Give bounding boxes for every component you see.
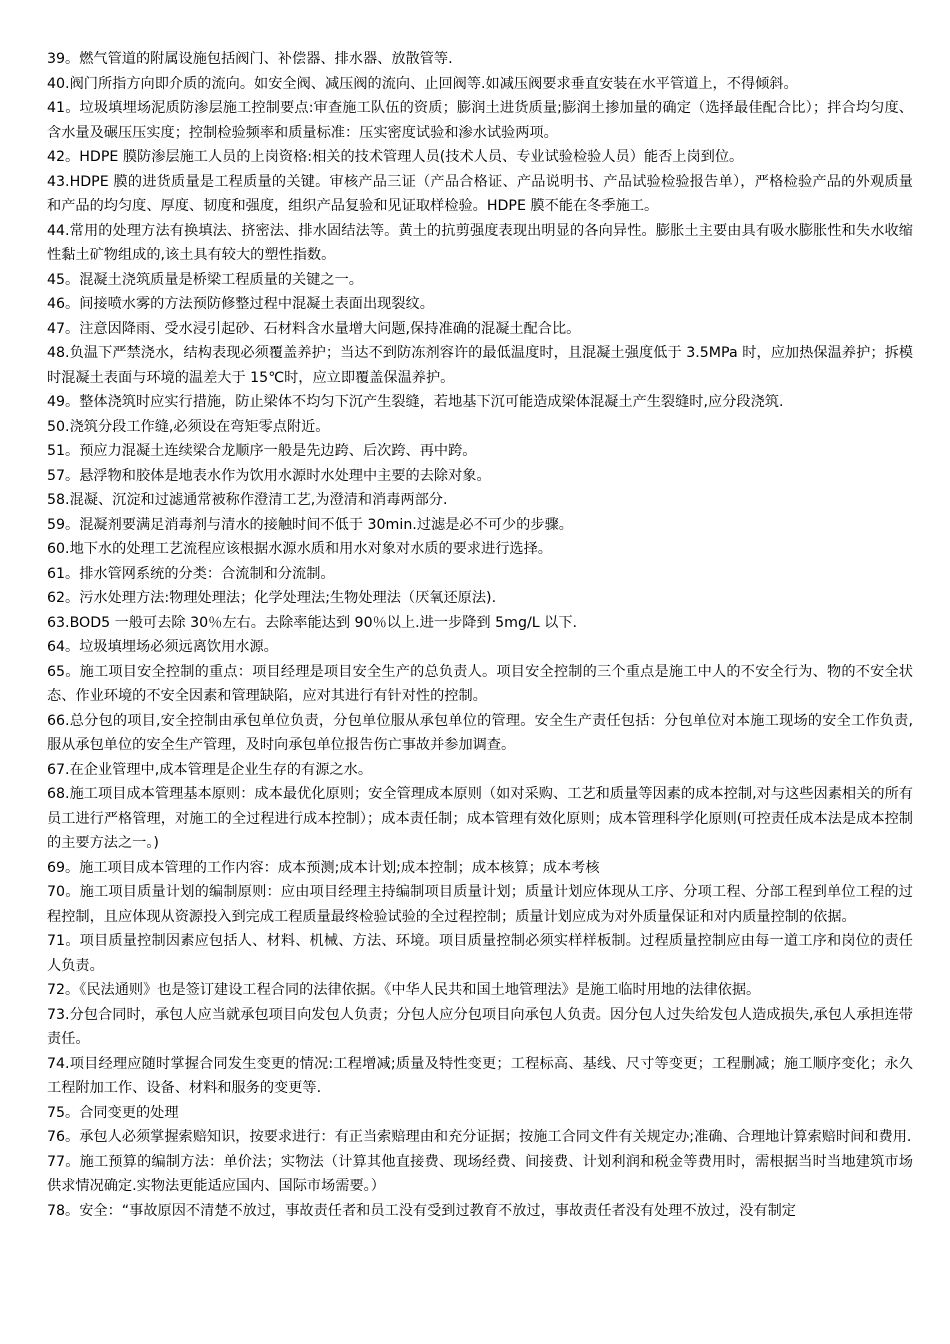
item-64: 64。垃圾填埋场必须远离饮用水源。 <box>47 639 278 655</box>
item-70: 70。施工项目质量计划的编制原则：应由项目经理主持编制项目质量计划；质量计划应体现从工序、分项工程、分部工程到单位工程的过程控制，且应体现从资源投入到完成工程质量最终检验试验的全过程控制；质量计划应成为对外质量保证和对内质量控制的依据。 <box>47 884 913 925</box>
item-71: 71。项目质量控制因素应包括人、材料、机械、方法、环境。项目质量控制必须实样样板制。过程质量控制应由每一道工序和岗位的责任人负责。 <box>47 933 913 974</box>
item-65: 65。施工项目安全控制的重点：项目经理是项目安全生产的总负责人。项目安全控制的三个重点是施工中人的不安全行为、物的不安全状态、作业环境的不安全因素和管理缺陷，应对其进行有针对性的控制。 <box>47 663 913 704</box>
item-58: 58.混凝、沉淀和过滤通常被称作澄清工艺,为澄清和消毒两部分. <box>47 492 448 508</box>
document-body <box>47 47 913 1223</box>
item-77: 77。施工预算的编制方法：单价法；实物法（计算其他直接费、现场经费、间接费、计划利润和税金等费用时，需根据当时当地建筑市场供求情况确定.实物法更能适应国内、国际市场需要。） <box>47 1153 913 1194</box>
item-42: 42。HDPE 膜防渗层施工人员的上岗资格:相关的技术管理人员(技术人员、专业试验检验人员）能否上岗到位。 <box>47 149 744 165</box>
item-66: 66.总分包的项目,安全控制由承包单位负责，分包单位服从承包单位的管理。安全生产责任包括：分包单位对本施工现场的安全工作负责,服从承包单位的安全生产管理，及时向承包单位报告伤亡事故并参加调查。 <box>47 712 913 753</box>
item-43: 43.HDPE 膜的进货质量是工程质量的关键。审核产品三证（产品合格证、产品说明书、产品试验检验报告单），严格检验产品的外观质量和产品的均匀度、厚度、韧度和强度，组织产品复验和见证取样检验。HDPE 膜不能在冬季施工。 <box>47 173 913 214</box>
item-44: 44.常用的处理方法有换填法、挤密法、排水固结法等。黄土的抗剪强度表现出明显的各向异性。膨胀土主要由具有吸水膨胀性和失水收缩性黏土矿物组成的,该土具有较大的塑性指数。 <box>47 222 913 263</box>
item-49: 49。整体浇筑时应实行措施，防止梁体不均匀下沉产生裂缝，若地基下沉可能造成梁体混凝土产生裂缝时,应分段浇筑. <box>47 394 784 410</box>
item-73: 73.分包合同时，承包人应当就承包项目向发包人负责；分包人应分包项目向承包人负责。因分包人过失给发包人造成损失,承包人承担连带责任。 <box>47 1006 913 1047</box>
item-72: 72。《民法通则》也是签订建设工程合同的法律依据。《中华人民共和国土地管理法》是施工临时用地的法律依据。 <box>47 982 761 998</box>
item-67: 67.在企业管理中,成本管理是企业生存的有源之水。 <box>47 761 373 778</box>
item-57: 57。悬浮物和胶体是地表水作为饮用水源时水处理中主要的去除对象。 <box>47 467 491 484</box>
item-40: 40.阀门所指方向即介质的流向。如安全阀、减压阀的流向、止回阀等.如减压阀要求垂直安装在水平管道上，不得倾斜。 <box>47 75 798 92</box>
item-39: 39。燃气管道的附属设施包括阀门、补偿器、排水器、放散管等. <box>47 51 453 67</box>
item-63: 63.BOD5 一般可去除 30％左右。去除率能达到 90％以上.进一步降到 5mg/L 以下. <box>47 614 578 631</box>
item-41: 41。垃圾填埋场泥质防渗层施工控制要点:审查施工队伍的资质；膨润土进货质量;膨润土掺加量的确定（选择最佳配合比）；拌合均匀度、含水量及碾压压实度；控制检验频率和质量标准：压实密度试验和渗水试验两项。 <box>47 100 913 141</box>
item-68: 68.施工项目成本管理基本原则：成本最优化原则；安全管理成本原则（如对采购、工艺和质量等因素的成本控制,对与这些因素相关的所有员工进行严格管理，对施工的全过程进行成本控制）；成本责任制；成本管理有效化原则；成本管理科学化原则(可控责任成本法是成本控制的主要方法之一。) <box>47 786 913 851</box>
item-69: 69。施工项目成本管理的工作内容：成本预测;成本计划;成本控制；成本核算；成本考核 <box>47 859 600 876</box>
item-74: 74.项目经理应随时掌握合同发生变更的情况:工程增减;质量及特性变更；工程标高、基线、尺寸等变更；工程删减；施工顺序变化；永久工程附加工作、设备、材料和服务的变更等. <box>47 1055 913 1096</box>
item-51: 51。预应力混凝土连续梁合龙顺序一般是先边跨、后次跨、再中跨。 <box>47 443 477 459</box>
item-47: 47。注意因降雨、受水浸引起砂、石材料含水量增大问题,保持准确的混凝土配合比。 <box>47 320 581 337</box>
item-76: 76。承包人必须掌握索赔知识，按要求进行：有正当索赔理由和充分证据；按施工合同文件有关规定办;准确、合理地计算索赔时间和费用. <box>47 1129 912 1145</box>
item-59: 59。混凝剂要满足消毒剂与清水的接触时间不低于 30min.过滤是必不可少的步骤。 <box>47 516 573 533</box>
item-61: 61。排水管网系统的分类：合流制和分流制。 <box>47 565 335 582</box>
item-78: 78。安全：“事故原因不清楚不放过，事故责任者和员工没有受到过教育不放过，事故责任者没有处理不放过，没有制定 <box>47 1202 796 1219</box>
item-60: 60.地下水的处理工艺流程应该根据水源水质和用水对象对水质的要求进行选择。 <box>47 541 552 557</box>
item-46: 46。间接喷水雾的方法预防修整过程中混凝土表面出现裂纹。 <box>47 296 434 312</box>
item-45: 45。混凝土浇筑质量是桥梁工程质量的关键之一。 <box>47 271 363 288</box>
item-62: 62。污水处理方法:物理处理法；化学处理法;生物处理法（厌氧还原法). <box>47 590 497 606</box>
item-48: 48.负温下严禁浇水，结构表现必须覆盖养护；当达不到防冻剂容许的最低温度时，且混凝土强度低于 3.5MPa 时，应加热保温养护；拆模时混凝土表面与环境的温差大于 15℃时，应立即覆盖保温养护。 <box>47 345 913 386</box>
item-75: 75。合同变更的处理 <box>47 1104 179 1121</box>
item-50: 50.浇筑分段工作缝,必须设在弯矩零点附近。 <box>47 418 330 435</box>
